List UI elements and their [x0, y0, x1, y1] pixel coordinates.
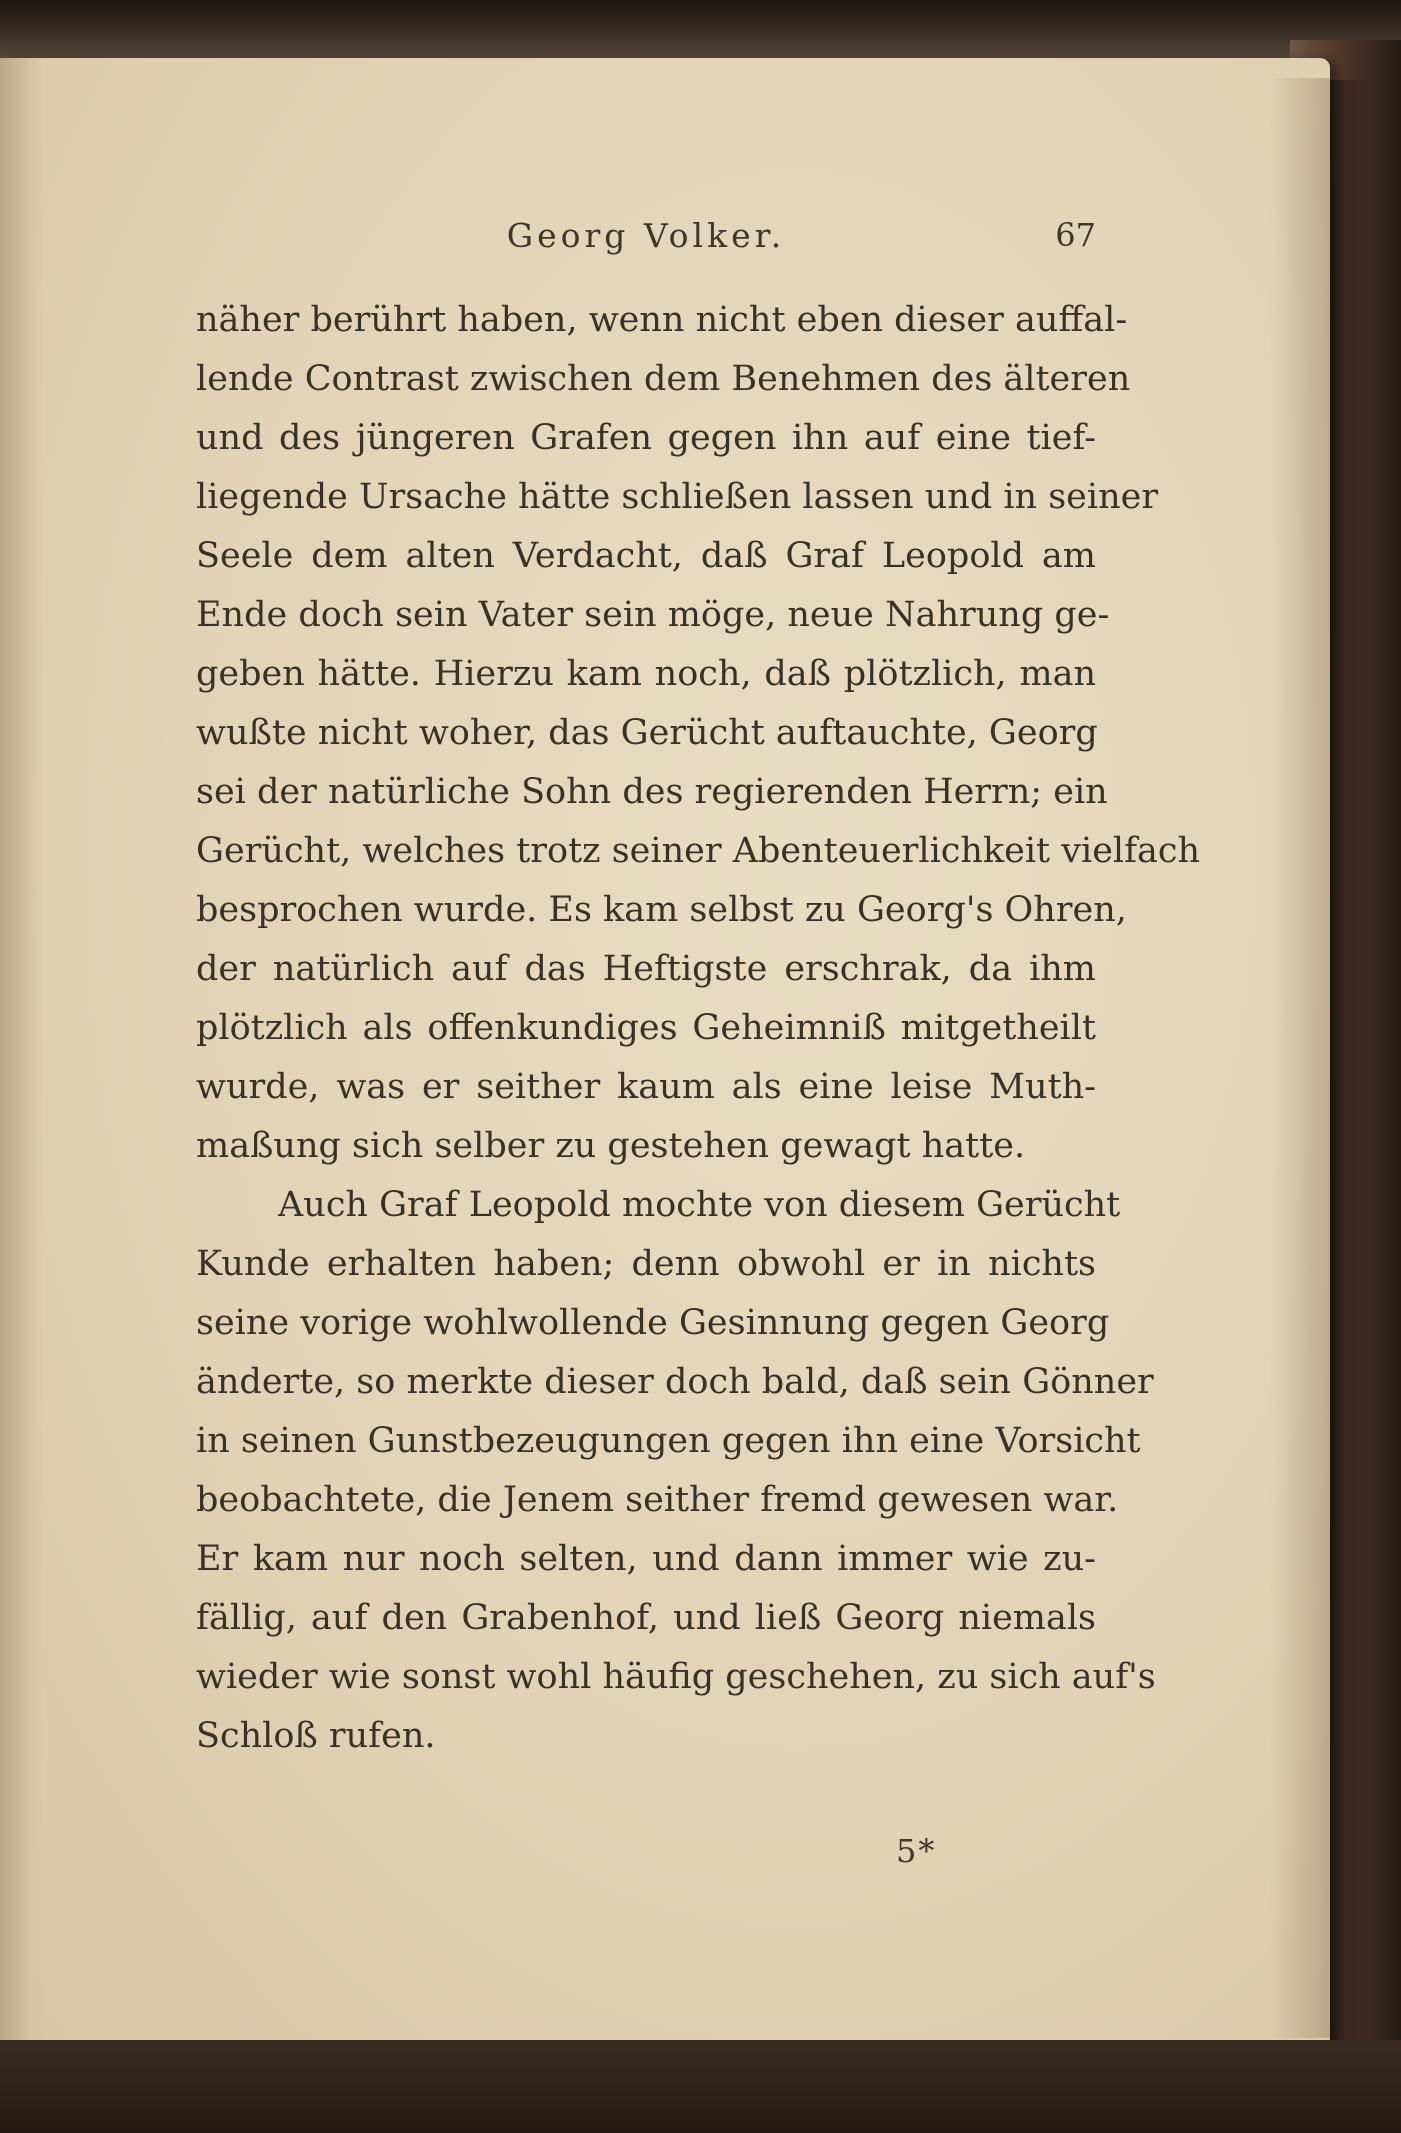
- text-line: Gerücht, welches trotz seiner Abenteuerlichkeit vielfach: [196, 831, 1201, 871]
- text-line: geben hätte. Hierzu kam noch, daß plötzlich, man: [196, 654, 1096, 694]
- text-line: lende Contrast zwischen dem Benehmen des älteren: [196, 359, 1131, 399]
- text-line: liegende Ursache hätte schließen lassen und in seiner: [196, 477, 1159, 517]
- text-line: wußte nicht woher, das Gerücht auftauchte, Georg: [196, 713, 1098, 753]
- book-page: [0, 58, 1330, 2053]
- text-line: der natürlich auf das Heftigste erschrak, da ihm: [196, 949, 1096, 989]
- scan-top-edge: [0, 0, 1401, 62]
- page-gutter: [0, 58, 44, 2053]
- text-line: Auch Graf Leopold mochte von diesem Gerücht: [278, 1185, 1121, 1225]
- page-number: 67: [1055, 216, 1096, 254]
- text-line: wieder wie sonst wohl häufig geschehen, zu sich auf's: [196, 1657, 1156, 1697]
- running-head: [196, 216, 1096, 276]
- text-line: plötzlich als offenkundiges Geheimniß mitgetheilt: [196, 1008, 1096, 1048]
- text-line: seine vorige wohlwollende Gesinnung gegen Georg: [196, 1303, 1110, 1343]
- running-title: Georg Volker.: [506, 216, 786, 255]
- text-line: maßung sich selber zu gestehen gewagt hatte.: [196, 1126, 1026, 1166]
- text-line: Kunde erhalten haben; denn obwohl er in nichts: [196, 1244, 1096, 1284]
- text-line: in seinen Gunstbezeugungen gegen ihn eine Vorsicht: [196, 1421, 1141, 1461]
- text-line: sei der natürliche Sohn des regierenden Herrn; ein: [196, 772, 1108, 812]
- text-line: näher berührt haben, wenn nicht eben dieser auffal-: [196, 300, 1128, 340]
- text-line: änderte, so merkte dieser doch bald, daß sein Gönner: [196, 1362, 1154, 1402]
- scan-bottom-edge: [0, 2040, 1401, 2133]
- text-line: und des jüngeren Grafen gegen ihn auf eine tief-: [196, 418, 1096, 458]
- page-edge: [1270, 78, 1330, 2038]
- text-line: Ende doch sein Vater sein möge, neue Nahrung ge-: [196, 595, 1110, 635]
- signature-mark: 5*: [896, 1832, 937, 1870]
- text-line: fällig, auf den Grabenhof, und ließ Georg niemals: [196, 1598, 1096, 1638]
- text-line: Seele dem alten Verdacht, daß Graf Leopold am: [196, 536, 1096, 576]
- text-line: besprochen wurde. Es kam selbst zu Georg's Ohren,: [196, 890, 1127, 930]
- text-line: beobachtete, die Jenem seither fremd gewesen war.: [196, 1480, 1119, 1520]
- text-line: Er kam nur noch selten, und dann immer wie zu-: [196, 1539, 1096, 1579]
- text-line: Schloß rufen.: [196, 1716, 436, 1756]
- text-line: wurde, was er seither kaum als eine leise Muth-: [196, 1067, 1096, 1107]
